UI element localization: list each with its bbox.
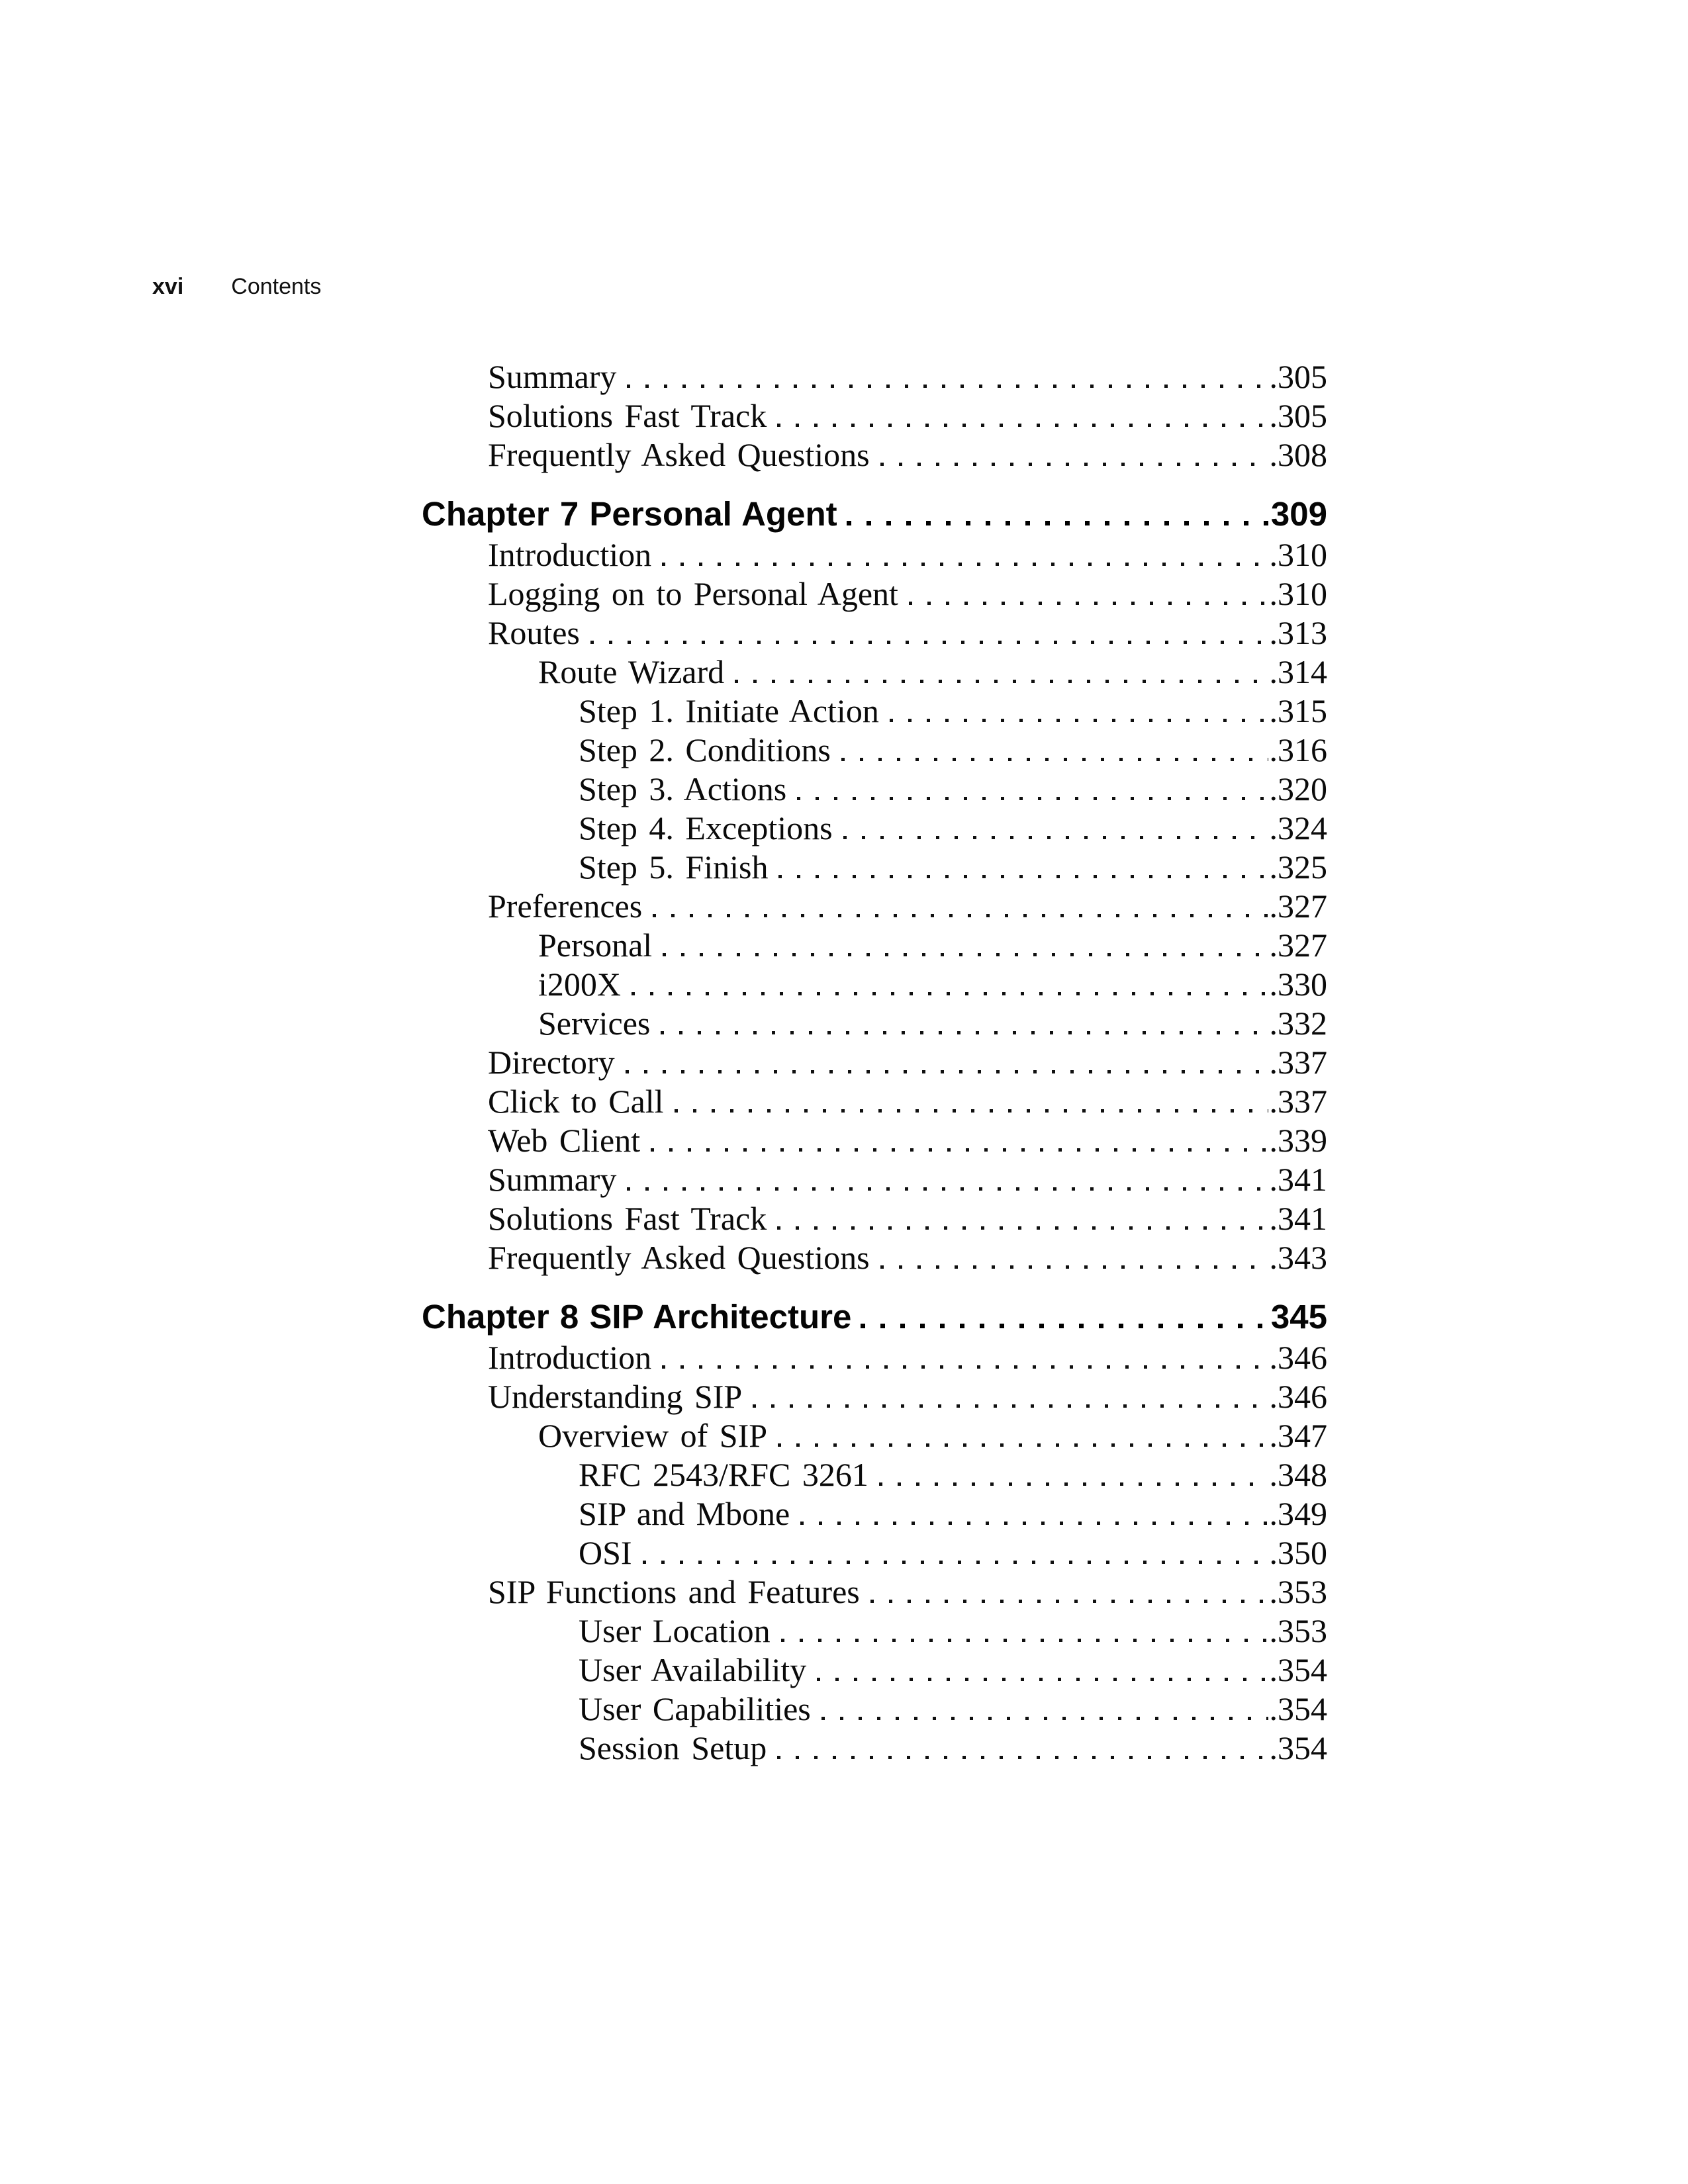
- dot-leader: [817, 1678, 1268, 1681]
- toc-page-number: .315: [1269, 692, 1327, 729]
- toc-page-number: .332: [1269, 1005, 1327, 1042]
- toc-entry-label: User Location: [579, 1612, 771, 1649]
- toc-page-number: .346: [1269, 1339, 1327, 1376]
- toc-entry-label: Solutions Fast Track: [488, 1200, 767, 1237]
- toc-page-number: .308: [1269, 436, 1327, 473]
- toc-chapter-row: [422, 1297, 1327, 1338]
- toc-entry-label: OSI: [579, 1534, 632, 1571]
- toc-entry-label: Route Wizard: [538, 653, 725, 690]
- toc-entry-row: [422, 1572, 1327, 1612]
- dot-leader: [632, 992, 1268, 995]
- dot-leader: [777, 1226, 1268, 1230]
- toc-entry-row: [422, 653, 1327, 692]
- toc-entry-label: Overview of SIP: [538, 1417, 768, 1454]
- dot-leader: [909, 602, 1268, 605]
- toc-page-number: 309: [1270, 495, 1327, 533]
- dot-leader: [626, 1070, 1268, 1073]
- dot-leader: [821, 1717, 1268, 1720]
- dot-leader: [590, 641, 1268, 644]
- toc-entry-label: Introduction: [488, 1339, 652, 1376]
- dot-leader: [847, 521, 1268, 525]
- toc-entry-row: [422, 1338, 1327, 1377]
- toc-entry-label: Step 2. Conditions: [579, 731, 831, 768]
- toc-page-number: .314: [1269, 653, 1327, 690]
- toc-entry-label: Services: [538, 1005, 651, 1042]
- dot-leader: [653, 914, 1268, 917]
- dot-leader: [778, 875, 1268, 878]
- toc-entry-label: RFC 2543/RFC 3261: [579, 1456, 868, 1493]
- toc-entry-row: [422, 357, 1327, 396]
- dot-leader: [870, 1600, 1268, 1603]
- dot-leader: [651, 1148, 1268, 1152]
- toc-entry-row: [422, 1494, 1327, 1533]
- toc-chapter-row: [422, 494, 1327, 535]
- dot-leader: [880, 1265, 1268, 1269]
- toc-page-number: .310: [1269, 536, 1327, 573]
- dot-leader: [777, 1756, 1268, 1759]
- dot-leader: [890, 719, 1268, 722]
- dot-leader: [800, 1522, 1268, 1525]
- toc-page-number: .347: [1269, 1417, 1327, 1454]
- toc-page-number: .337: [1269, 1044, 1327, 1081]
- toc-page-number: .343: [1269, 1239, 1327, 1276]
- toc-entry-label: SIP and Mbone: [579, 1495, 790, 1532]
- dot-leader: [879, 1482, 1268, 1486]
- toc-entry-row: [422, 1121, 1327, 1160]
- toc-entry-row: [422, 731, 1327, 770]
- toc-entry-row: [422, 1199, 1327, 1238]
- toc-entry-row: [422, 926, 1327, 965]
- toc-entry-row: [422, 1651, 1327, 1690]
- dot-leader: [661, 1031, 1268, 1034]
- dot-leader: [797, 797, 1268, 800]
- toc-entry-label: Personal: [538, 927, 653, 964]
- toc-entry-row: [422, 535, 1327, 574]
- dot-leader: [662, 1365, 1268, 1369]
- toc-entry-row: [422, 1416, 1327, 1455]
- dot-leader: [735, 680, 1268, 683]
- toc-entry-label: User Availability: [579, 1651, 807, 1688]
- toc-entry-row: [422, 1690, 1327, 1729]
- toc-page-number: .354: [1269, 1651, 1327, 1688]
- dot-leader: [843, 836, 1268, 839]
- toc-entry-label: Step 4. Exceptions: [579, 809, 833, 846]
- toc-entry-label: User Capabilities: [579, 1690, 811, 1727]
- page-folio: xvi: [152, 274, 184, 299]
- dot-leader: [753, 1404, 1268, 1408]
- toc-list: [422, 357, 1327, 1768]
- toc-entry-row: [422, 1377, 1327, 1416]
- running-header: [152, 274, 321, 300]
- toc-entry-row: [422, 396, 1327, 435]
- toc-page-number: .325: [1269, 848, 1327, 886]
- dot-leader: [643, 1561, 1268, 1564]
- toc-entry-label: Web Client: [488, 1122, 641, 1159]
- toc-chapter-title: Chapter 7 Personal Agent: [422, 495, 837, 533]
- toc-page-number: .327: [1269, 887, 1327, 925]
- toc-page-number: .349: [1269, 1495, 1327, 1532]
- toc-page-number: .353: [1269, 1573, 1327, 1610]
- toc-entry-row: [422, 614, 1327, 653]
- dot-leader: [841, 758, 1268, 761]
- dot-leader: [781, 1639, 1268, 1642]
- toc-entry-row: [422, 965, 1327, 1004]
- toc-entry-label: Frequently Asked Questions: [488, 1239, 870, 1276]
- dot-leader: [627, 1187, 1268, 1191]
- toc-page-number: .348: [1269, 1456, 1327, 1493]
- dot-leader: [662, 563, 1268, 566]
- toc-entry-row: [422, 435, 1327, 475]
- toc-entry-row: [422, 887, 1327, 926]
- toc-entry-label: Preferences: [488, 887, 643, 925]
- toc-entry-label: Directory: [488, 1044, 615, 1081]
- toc-entry-label: Step 3. Actions: [579, 770, 787, 807]
- toc-entry-label: Click to Call: [488, 1083, 664, 1120]
- toc-page-number: .305: [1269, 358, 1327, 395]
- toc-page-number: .350: [1269, 1534, 1327, 1571]
- toc-entry-row: [422, 809, 1327, 848]
- toc-page-number: .327: [1269, 927, 1327, 964]
- toc-entry-label: SIP Functions and Features: [488, 1573, 860, 1610]
- toc-page-number: .316: [1269, 731, 1327, 768]
- dot-leader: [880, 463, 1268, 466]
- toc-entry-row: [422, 1533, 1327, 1572]
- toc-page-number: .310: [1269, 575, 1327, 612]
- toc-entry-label: Logging on to Personal Agent: [488, 575, 898, 612]
- dot-leader: [777, 424, 1268, 427]
- toc-entry-row: [422, 1238, 1327, 1277]
- toc-entry-row: [422, 1082, 1327, 1121]
- toc-entry-label: Routes: [488, 614, 580, 651]
- toc-entry-row: [422, 692, 1327, 731]
- toc-chapter-title: Chapter 8 SIP Architecture: [422, 1298, 852, 1336]
- toc-page-number: .337: [1269, 1083, 1327, 1120]
- toc-entry-label: i200X: [538, 966, 621, 1003]
- toc-page-number: 345: [1270, 1298, 1327, 1336]
- toc-page-number: .313: [1269, 614, 1327, 651]
- toc-entry-row: [422, 1043, 1327, 1082]
- toc-entry-label: Frequently Asked Questions: [488, 436, 870, 473]
- toc-entry-label: Step 1. Initiate Action: [579, 692, 879, 729]
- toc-page-number: .305: [1269, 397, 1327, 434]
- toc-entry-row: [422, 770, 1327, 809]
- toc-page-number: .324: [1269, 809, 1327, 846]
- toc-entry-row: [422, 1455, 1327, 1494]
- toc-page-number: .341: [1269, 1161, 1327, 1198]
- toc-entry-row: [422, 1160, 1327, 1199]
- toc-entry-row: [422, 1612, 1327, 1651]
- toc-entry-row: [422, 574, 1327, 614]
- toc-page-number: .354: [1269, 1729, 1327, 1766]
- running-header-title: Contents: [231, 274, 322, 299]
- toc-entry-row: [422, 848, 1327, 887]
- toc-entry-label: Summary: [488, 1161, 617, 1198]
- dot-leader: [675, 1109, 1268, 1113]
- toc-entry-label: Introduction: [488, 536, 652, 573]
- toc-entry-row: [422, 1729, 1327, 1768]
- dot-leader: [627, 385, 1268, 388]
- dot-leader: [663, 953, 1268, 956]
- toc-page-number: .346: [1269, 1378, 1327, 1415]
- dot-leader: [778, 1443, 1268, 1447]
- toc-entry-label: Step 5. Finish: [579, 848, 769, 886]
- dot-leader: [861, 1324, 1268, 1328]
- toc-entry-row: [422, 1004, 1327, 1043]
- toc-page-number: .353: [1269, 1612, 1327, 1649]
- toc-page-number: .341: [1269, 1200, 1327, 1237]
- toc-page-number: .330: [1269, 966, 1327, 1003]
- toc-entry-label: Summary: [488, 358, 617, 395]
- toc-entry-label: Understanding SIP: [488, 1378, 743, 1415]
- toc-entry-label: Session Setup: [579, 1729, 767, 1766]
- toc-page-number: .339: [1269, 1122, 1327, 1159]
- toc-page-number: .354: [1269, 1690, 1327, 1727]
- toc-page-number: .320: [1269, 770, 1327, 807]
- toc-entry-label: Solutions Fast Track: [488, 397, 767, 434]
